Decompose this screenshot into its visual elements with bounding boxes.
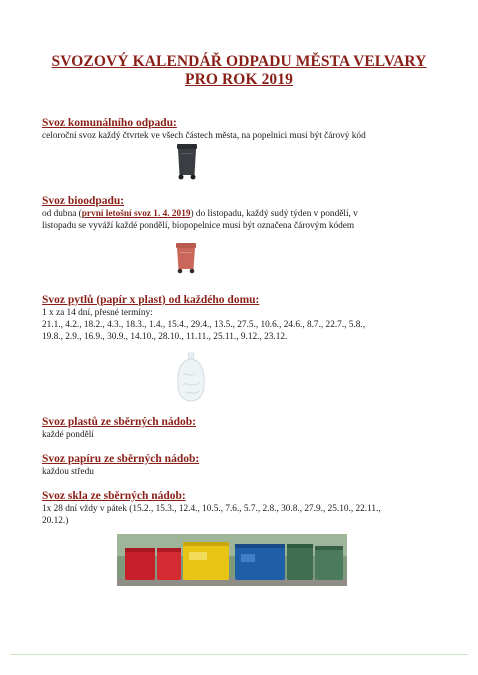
section-papir	[42, 453, 452, 478]
white-plastic-bag-icon	[175, 351, 207, 403]
heading-sklo: Svoz skla ze sběrných nádob:	[42, 490, 186, 502]
text-papir: každou středu	[42, 467, 94, 477]
footer-line	[10, 654, 468, 655]
title-line-2: PRO ROK 2019	[185, 71, 293, 88]
text-bioodpad-line-2: listopadu se vyváží každé pondělí, biopopelnice musí být označena čárovým kódem	[42, 221, 355, 231]
section-bioodpad	[42, 195, 452, 232]
section-pytle	[42, 294, 452, 343]
text-komunalni: celoroční svoz každý čtvrtek ve všech částech města, na popelnici musí být čárový kód	[42, 131, 366, 141]
section-plasty	[42, 416, 452, 441]
heading-papir: Svoz papíru ze sběrných nádob:	[42, 453, 200, 465]
bio-text-after: ) do listopadu, každý sudý týden v pondělí, v	[190, 209, 358, 219]
heading-bioodpad: Svoz bioodpadu:	[42, 195, 125, 207]
heading-plasty: Svoz plastů ze sběrných nádob:	[42, 416, 196, 428]
text-pytle-line-1: 1 x za 14 dní, přesné termíny:	[42, 308, 153, 318]
title-line-1: SVOZOVÝ KALENDÁŘ ODPADU MĚSTA VELVARY	[51, 53, 427, 70]
heading-komunalni: Svoz komunálního odpadu:	[42, 117, 177, 129]
text-pytle-line-3: 19.8., 2.9., 16.9., 30.9., 14.10., 28.10., 11.11., 25.11., 9.12., 23.12.	[42, 332, 288, 342]
heading-pytle: Svoz pytlů (papír x plast) od každého domu:	[42, 294, 260, 306]
text-bioodpad-line-1	[42, 208, 452, 220]
page-title	[0, 53, 478, 89]
section-komunalni	[42, 117, 452, 142]
text-plasty: každé pondělí	[42, 430, 94, 440]
bio-text-before: od dubna (	[42, 209, 82, 219]
colored-recycling-containers-photo	[117, 534, 347, 586]
section-sklo	[42, 490, 452, 527]
black-wheelie-bin-icon	[176, 143, 198, 180]
brown-bio-bin-icon	[175, 242, 197, 274]
bio-first-pickup: první letošní svoz 1. 4. 2019	[81, 209, 191, 219]
text-pytle-line-2: 21.1., 4.2., 18.2., 4.3., 18.3., 1.4., 15.4., 29.4., 13.5., 27.5., 10.6., 24.6., 8.7., 22.7., 5.8.,	[42, 320, 366, 330]
text-sklo-line-2: 20.12.)	[42, 516, 69, 526]
text-sklo-line-1: 1x 28 dní vždy v pátek (15.2., 15.3., 12.4., 10.5., 7.6., 5.7., 2.8., 30.8., 27.9., 25.10., 22.11.,	[42, 504, 381, 514]
